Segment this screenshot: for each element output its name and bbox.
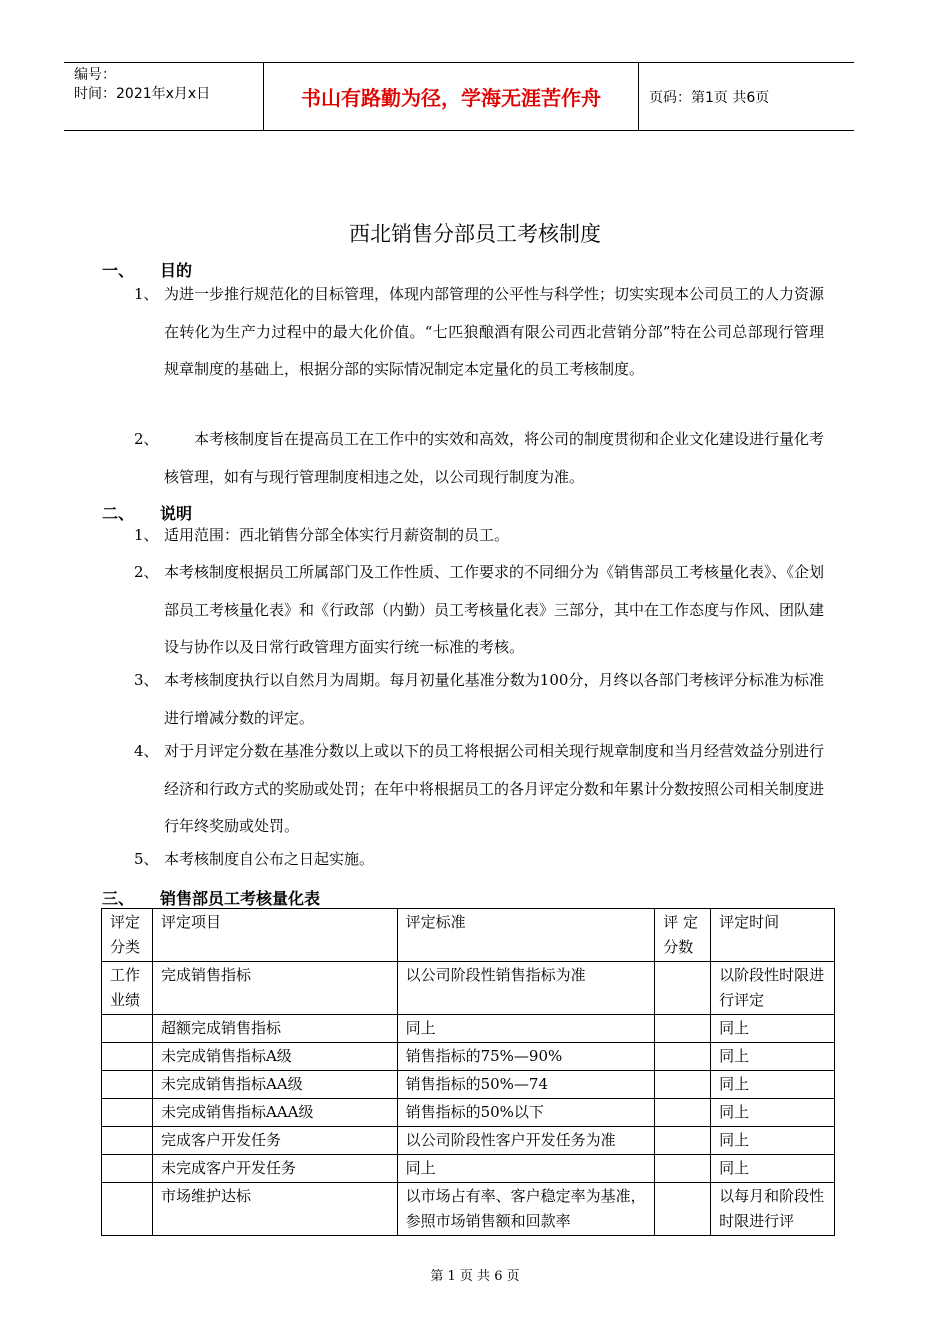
table-header-cell: 评定时间 — [711, 909, 835, 962]
page-header — [64, 62, 854, 131]
header-meta — [64, 63, 264, 130]
table-cell: 销售指标的50%—74 — [397, 1071, 655, 1099]
time-label: 时间：2021年x月x日 — [74, 86, 211, 102]
document-title: 西北销售分部员工考核制度 — [349, 222, 601, 246]
table-row — [102, 1071, 835, 1099]
table-cell: 同上 — [711, 1015, 835, 1043]
table-row — [102, 962, 835, 1015]
table-cell: 未完成销售指标AA级 — [152, 1071, 397, 1099]
section-number: 二、 — [102, 504, 135, 523]
table-cell — [655, 1155, 711, 1183]
item-text: 适用范围：西北销售分部全体实行月薪资制的员工。 — [164, 526, 510, 544]
item-number: 5、 — [134, 850, 159, 868]
table-cell: 未完成客户开发任务 — [152, 1155, 397, 1183]
item-number: 2、 — [134, 563, 159, 581]
assessment-table — [101, 908, 835, 1236]
table-cell: 以阶段性时限进行评定 — [711, 962, 835, 1015]
table-cell: 同上 — [711, 1043, 835, 1071]
item-number: 3、 — [134, 671, 159, 689]
table-cell — [655, 1015, 711, 1043]
header-page-info: 页码：第1页 共6页 — [649, 89, 770, 106]
table-cell: 工作业绩 — [102, 962, 153, 1015]
item-number: 1、 — [134, 285, 159, 303]
item-text: 本考核制度执行以自然月为周期。每月初量化基准分数为100分，月终以各部门考核评分标准为标准进行增减分数的评定。 — [164, 671, 824, 727]
section-number: 三、 — [102, 889, 135, 908]
item-text: 为进一步推行规范化的目标管理，体现内部管理的公平性与科学性；切实实现本公司员工的人力资源在转化为生产力过程中的最大化价值。“七匹狼酿酒有限公司西北营销分部”特在公司总部现行管理规章制度的基础上，根据分部的实际情况制定本定量化的员工考核制度。 — [164, 285, 825, 378]
table-cell: 以市场占有率、客户稳定率为基准，参照市场销售额和回款率 — [397, 1183, 655, 1236]
table-cell — [655, 962, 711, 1015]
list-item — [134, 517, 824, 555]
table-header-cell: 评定标准 — [397, 909, 655, 962]
table-cell — [655, 1127, 711, 1155]
list-item — [134, 276, 824, 389]
table-cell — [102, 1183, 153, 1236]
table-cell: 以公司阶段性销售指标为准 — [397, 962, 655, 1015]
section-title: 销售部员工考核量化表 — [160, 889, 321, 908]
table-header-cell: 评 定分数 — [655, 909, 711, 962]
table-cell: 以公司阶段性客户开发任务为准 — [397, 1127, 655, 1155]
item-number: 2、 — [134, 430, 159, 448]
page-footer: 第 1 页 共 6 页 — [430, 1269, 520, 1284]
table-cell: 同上 — [711, 1155, 835, 1183]
table-cell — [655, 1071, 711, 1099]
table-cell: 以每月和阶段性时限进行评 — [711, 1183, 835, 1236]
table-cell — [102, 1015, 153, 1043]
table-cell: 同上 — [711, 1071, 835, 1099]
table-cell: 同上 — [711, 1127, 835, 1155]
table-cell — [102, 1043, 153, 1071]
table-row — [102, 1127, 835, 1155]
list-item — [134, 841, 824, 879]
section-title: 目的 — [160, 261, 193, 280]
section-title: 说明 — [160, 504, 193, 523]
list-item — [134, 662, 824, 737]
table-row — [102, 1015, 835, 1043]
table-cell — [655, 1099, 711, 1127]
table-cell — [102, 1071, 153, 1099]
list-item — [134, 554, 824, 667]
table-cell: 未完成销售指标AAA级 — [152, 1099, 397, 1127]
table-cell — [655, 1183, 711, 1236]
section-heading-table — [102, 886, 320, 909]
table-cell — [655, 1043, 711, 1071]
section-number: 一、 — [102, 261, 135, 280]
table-cell: 销售指标的50%以下 — [397, 1099, 655, 1127]
table-cell: 同上 — [397, 1015, 655, 1043]
table-row — [102, 1099, 835, 1127]
table-cell: 同上 — [711, 1099, 835, 1127]
table-row — [102, 1155, 835, 1183]
table-cell: 销售指标的75%—90% — [397, 1043, 655, 1071]
table-cell: 完成销售指标 — [152, 962, 397, 1015]
item-text: 本考核制度根据员工所属部门及工作性质、工作要求的不同细分为《销售部员工考核量化表》、《企划部员工考核量化表》和《行政部（内勤）员工考核量化表》三部分，其中在工作态度与作风、团队建设与协作以及日常行政管理方面实行统一标准的考核。 — [164, 563, 825, 656]
table-cell — [102, 1155, 153, 1183]
table-cell: 同上 — [397, 1155, 655, 1183]
table-cell: 未完成销售指标A级 — [152, 1043, 397, 1071]
item-number: 1、 — [134, 526, 159, 544]
table-row — [102, 1183, 835, 1236]
list-item — [134, 421, 824, 496]
table-cell: 完成客户开发任务 — [152, 1127, 397, 1155]
header-motto: 书山有路勤为径，学海无涯苦作舟 — [264, 63, 639, 130]
table-header-cell: 评定分类 — [102, 909, 153, 962]
item-number: 4、 — [134, 742, 159, 760]
list-item — [134, 733, 824, 846]
table-header-row — [102, 909, 835, 962]
table-cell: 市场维护达标 — [152, 1183, 397, 1236]
table-cell — [102, 1099, 153, 1127]
table-cell: 超额完成销售指标 — [152, 1015, 397, 1043]
table-cell — [102, 1127, 153, 1155]
item-text: 对于月评定分数在基准分数以上或以下的员工将根据公司相关现行规章制度和当月经营效益分别进行经济和行政方式的奖励或处罚；在年中将根据员工的各月评定分数和年累计分数按照公司相关制度进行年终奖励或处罚。 — [164, 742, 825, 835]
table-row — [102, 1043, 835, 1071]
table-header-cell: 评定项目 — [152, 909, 397, 962]
item-text: 本考核制度旨在提高员工在工作中的实效和高效，将公司的制度贯彻和企业文化建设进行量化考核管理，如有与现行管理制度相违之处，以公司现行制度为准。 — [164, 430, 825, 486]
item-text: 本考核制度自公布之日起实施。 — [164, 850, 375, 868]
number-label: 编号： — [74, 67, 116, 83]
